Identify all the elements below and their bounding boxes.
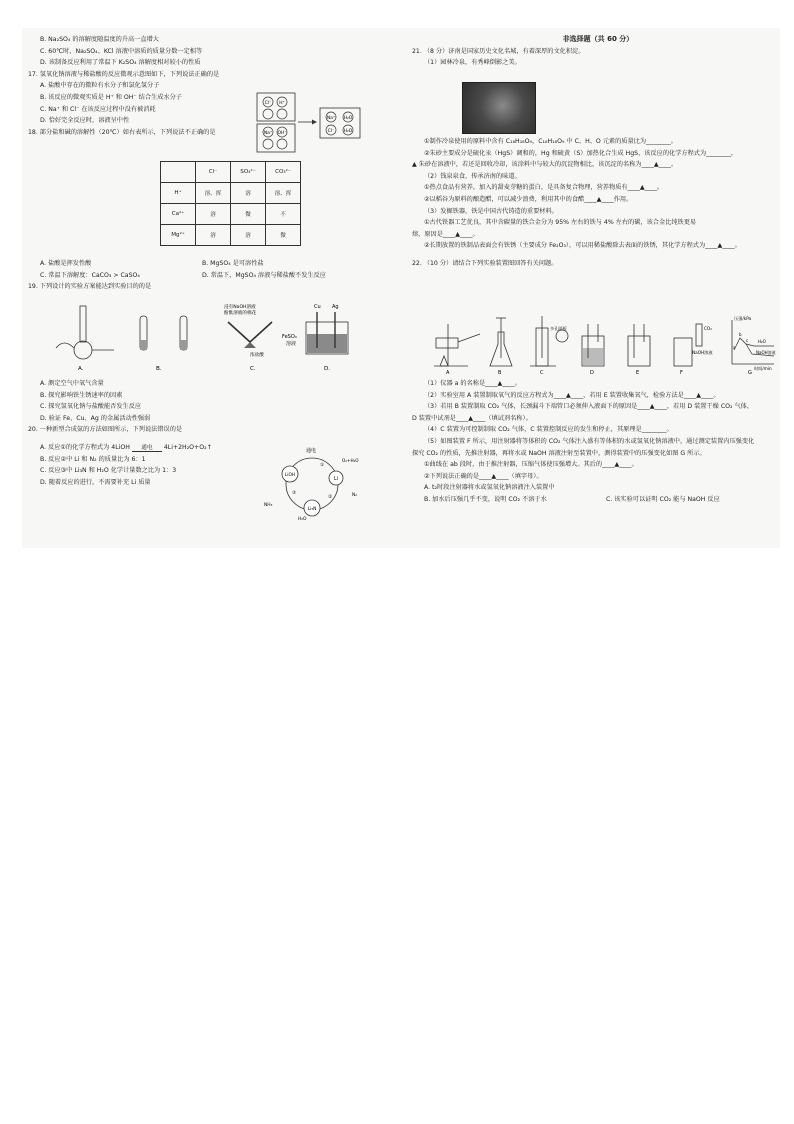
section-title: 非选择题（共 60 分）	[562, 35, 634, 43]
cycle-label: Li₃N	[307, 507, 317, 512]
table-cell: Mg²⁺	[161, 225, 196, 246]
figure-label: E	[636, 370, 640, 376]
figure-text: NaOH溶液	[692, 350, 713, 355]
table-row	[161, 183, 301, 204]
question-line: A. 盐酸中存在的微粒有水分子和氯化氢分子	[40, 82, 160, 90]
axis-label: 压强/kPa	[734, 316, 752, 321]
table-cell: H⁺	[161, 183, 196, 204]
cycle-label: N₂	[352, 493, 358, 498]
question-line: C. Na⁺ 和 Cl⁻ 在该反应过程中没有被消耗	[40, 105, 156, 113]
particle-label: H⁺	[279, 101, 285, 106]
option-c: C. 该实验可以证明 CO₂ 能与 NaOH 反应	[605, 495, 720, 503]
figure-text: CO₂	[704, 326, 712, 331]
apparatus-c	[530, 316, 568, 376]
cycle-label: NH₃	[264, 503, 273, 508]
question-line: ②朱砂主要成分是硫化汞（HgS）调和的，Hg 和硫黄（S）加热化合生成 HgS，该反应的化学方程式为________，	[424, 149, 738, 157]
question-line: B. 该反应的微观实质是 H⁺ 和 OH⁻ 结合生成水分子	[40, 93, 182, 101]
particle-label: H₂O	[343, 129, 353, 134]
question-line: C. 60℃时，Na₂SO₄、KCl 溶液中溶质的质量分数一定相等	[40, 47, 203, 55]
table-cell	[161, 162, 196, 183]
table-row	[161, 204, 301, 225]
figure-text: 酚酞溶液的棉花	[224, 311, 257, 316]
question-line: ①热点食品有营养，加入的甜麦芽糖的蛋白，是具备复合物理，营养物质有____▲____。	[424, 184, 664, 192]
figure-label: F	[680, 370, 683, 376]
figure-text: FeSO₄	[282, 334, 297, 340]
curve-label: H₂O	[758, 339, 766, 344]
table-cell: 微	[266, 225, 301, 246]
question-line: （3）若用 B 装置制取 CO₂ 气体，长颈漏斗下端管口必须伸入液面下的原因是____▲____，若用 D 装置干燥 CO₂ 气体，	[424, 403, 754, 411]
table-cell: Cl⁻	[196, 162, 231, 183]
question-line: （2）实验室用 A 装置制取氧气的反应方程式为____▲____，若用 E 装置收集氧气，检验方法是____▲____。	[424, 391, 720, 399]
table-cell: 溶	[231, 183, 266, 204]
option-line: B. 反应②中 Li 和 N₂ 的质量比为 6：1	[40, 455, 146, 463]
question-line: 熔，原因是____▲____。	[412, 230, 479, 238]
table-cell: 不	[266, 204, 301, 225]
option-line: D. 验证 Fe、Cu、Ag 的金属活动性强弱	[40, 414, 151, 422]
question-line: D 装置中试剂是____▲____（填试剂名称）。	[412, 414, 532, 422]
reaction-condition: 通电	[132, 445, 162, 452]
option-line: C. 反应③中 Li₃N 和 H₂O 化学计量数之比为 1：3	[40, 467, 177, 475]
question-line: （1）园林冷泉，有秀峰倒影之美。	[424, 59, 521, 67]
apparatus-b	[490, 318, 512, 376]
figure-text: Cu	[314, 304, 321, 310]
option-text: A. 反应①的化学方程式为 4LiOH	[40, 443, 130, 451]
question-20-title: 20. 一种新型合成氨的方法如图所示，下列说法错误的是	[28, 426, 183, 434]
apparatus-a	[56, 306, 114, 372]
table-cell: 溶	[196, 225, 231, 246]
option-row	[412, 494, 784, 506]
figure-text: 多孔隔板	[550, 326, 567, 331]
apparatus-b	[140, 316, 187, 372]
cycle-label: H₂O	[298, 517, 307, 522]
cycle-label: ②	[328, 495, 333, 500]
table-header-row	[161, 162, 301, 183]
table-cell: 溶、挥	[266, 183, 301, 204]
figure-label: C	[540, 370, 544, 376]
option-row	[28, 258, 400, 270]
question-line: （4）C 装置为可控制制取 CO₂ 气体，C 装置控制反应的发生和停止，其原理是________。	[424, 426, 673, 434]
question-line: （5）如图装置 F 所示，用注射器将等体积的 CO₂ 气体注入盛有等体积的水或氢氧化钠溶液中，通过测定装置内压强变化	[424, 437, 755, 445]
cycle-label: ①	[320, 463, 325, 468]
pressure-graph-g	[732, 315, 776, 376]
point-label: b	[739, 332, 742, 337]
q22-apparatus-figures	[432, 314, 777, 376]
question-21-title: 21. （8 分）济南是国家历史文化名城，有着深厚的文化积淀。	[412, 47, 585, 55]
question-18-title: 18. 部分盐和碱的溶解性（20℃）如右表所示，下列说法不正确的是	[28, 128, 216, 136]
question-line: （3）发掘铁器，铁是中国古代铸造的重要材料。	[424, 207, 558, 215]
figure-text: 溶液	[286, 341, 297, 347]
figure-label: C.	[250, 366, 256, 372]
curve-label: NaOH溶液	[756, 350, 776, 355]
option-d: D. 常温下，MgSO₄ 溶液与稀盐酸不发生反应	[201, 271, 326, 279]
exam-sheet-scan	[22, 28, 780, 548]
cycle-label: 通电	[306, 448, 317, 454]
table-cell: Ca²⁺	[161, 204, 196, 225]
right-column-q21	[412, 136, 784, 270]
option-b: B. MgSO₄ 是可溶性盐	[201, 260, 264, 267]
q18-options	[28, 258, 400, 293]
right-column-q22	[412, 378, 784, 506]
table-cell: 溶	[196, 204, 231, 225]
particle-label: H₂O	[343, 116, 353, 121]
cycle-label: O₂+H₂O	[342, 458, 359, 463]
point-label: a	[733, 345, 736, 350]
table-cell: 微	[231, 204, 266, 225]
right-column	[412, 34, 784, 69]
apparatus-f	[674, 324, 713, 376]
table-cell: CO₃²⁻	[266, 162, 301, 183]
question-line: D. 该制备反应利用了常温下 K₂SO₄ 溶解度相对较小的性质	[40, 59, 201, 67]
question-22-title: 22. （10 分）请结合下列实验装置图回答有关问题。	[412, 259, 558, 267]
figure-label: A	[446, 370, 450, 376]
question-line: ②以稻谷为原料的酿造醋，可以减少浪费，利用其中的食醋____▲____作用。	[424, 195, 633, 203]
question-line: D. 恰好完全反应时，溶液呈中性	[40, 117, 130, 125]
apparatus-e	[628, 324, 650, 376]
option-line: A. 测定空气中氧气含量	[40, 380, 104, 387]
question-line: ▲ 朱砂在溶液中，若还是回收冷却，该涂料中与较大的沉淀物相比，该沉淀的名称为____▲____。	[412, 161, 678, 169]
question-line: （2）钱泉泉食，传承济南的味道。	[424, 172, 521, 180]
particle-label: Cl⁻	[327, 129, 335, 134]
table-row	[161, 225, 301, 246]
apparatus-d	[282, 304, 348, 372]
option-a: A. 盐酸是挥发性酸	[40, 260, 92, 267]
ammonia-cycle-diagram	[260, 444, 370, 522]
particle-label: Na⁺	[263, 131, 273, 136]
point-label: c	[746, 338, 749, 343]
q19-apparatus-figures	[36, 302, 356, 372]
question-line: 探究 CO₂ 的性质，先推注射器，再将水或 NaOH 溶液注射至装置中，测得装置中的压强变化如图 G 所示。	[412, 449, 706, 457]
particle-label: Cl⁻	[264, 101, 272, 106]
figure-text: Ag	[332, 304, 339, 310]
question-line: ②长期放置的铁制品表面会有铁锈（主要成分 Fe₂O₃），可以用稀盐酸除去表面的铁锈，其化学方程式为____▲____。	[424, 242, 741, 250]
question-line: B. Na₂SO₄ 的溶解度随温度的升高一直增大	[40, 36, 159, 43]
figure-label: B.	[156, 366, 162, 372]
cycle-label: LiOH	[284, 473, 296, 478]
figure-text: 浸有NaOH溶液	[224, 305, 256, 310]
option-row	[28, 270, 400, 282]
option-line: B. 探究影响铁生锈速率的因素	[40, 391, 123, 399]
table-cell: 溶、挥	[196, 183, 231, 204]
question-17-title: 17. 氢氧化钠溶液与稀盐酸的反应微观示意图如下，下列说法正确的是	[28, 70, 220, 78]
question-line: ①古代铁器工艺优良，其中含碳量的铁合金分为 95% 左右的铁与 4% 左右的碳，该合金比纯铁更易	[424, 219, 697, 227]
option-b: B. 加水后压强几乎不变，说明 CO₂ 不溶于水	[424, 495, 547, 503]
figure-label: D	[590, 370, 594, 376]
figure-label: D.	[324, 366, 331, 372]
question-line: （1）仪器 a 的名称是____▲____。	[424, 380, 521, 387]
question-line: ①制作冷泉使用的原料中含有 C₁₆H₁₈O₉，C₁₆H₁₈O₉ 中 C、H、O 元素的质量比为________。	[424, 138, 677, 145]
option-line: D. 随着反应的进行，不需要补充 Li 质量	[40, 478, 151, 486]
question-line: ①曲线在 ab 段时，由于推注射器，压缩气体使压强增大。其后的____▲____。	[424, 461, 638, 469]
particle-label: Na⁺	[326, 116, 336, 121]
axis-label: 时间/min	[754, 366, 772, 371]
question-line: A. t₂时段注射器将水或氢氧化钠溶液注入装置中	[424, 484, 555, 492]
option-c: C. 常温下溶解度：CaCO₃ > CaSO₄	[40, 271, 140, 279]
particle-diagram	[256, 92, 362, 154]
option-text: 4Li+2H₂O+O₂↑	[163, 443, 212, 451]
fountain-photo	[462, 82, 536, 134]
table-cell: 溶	[231, 225, 266, 246]
solubility-table	[160, 161, 301, 246]
figure-text: 浓盐酸	[250, 353, 264, 358]
figure-label: A.	[78, 366, 84, 372]
question-line: ②下列说法正确的是____▲____（填字母）。	[424, 472, 543, 480]
cycle-label: ③	[292, 491, 297, 496]
figure-label: G	[748, 370, 752, 376]
particle-label: OH⁻	[277, 131, 287, 136]
apparatus-a	[434, 324, 480, 376]
figure-label: B	[498, 370, 502, 376]
question-19-title: 19. 下列设计的实验方案能达到实验目的的是	[28, 283, 152, 291]
cycle-label: Li	[333, 477, 339, 482]
apparatus-d	[582, 324, 604, 376]
option-line: C. 探究氢氧化钠与盐酸能否发生反应	[40, 403, 142, 411]
table-cell: SO₄²⁻	[231, 162, 266, 183]
apparatus-c	[224, 303, 272, 372]
